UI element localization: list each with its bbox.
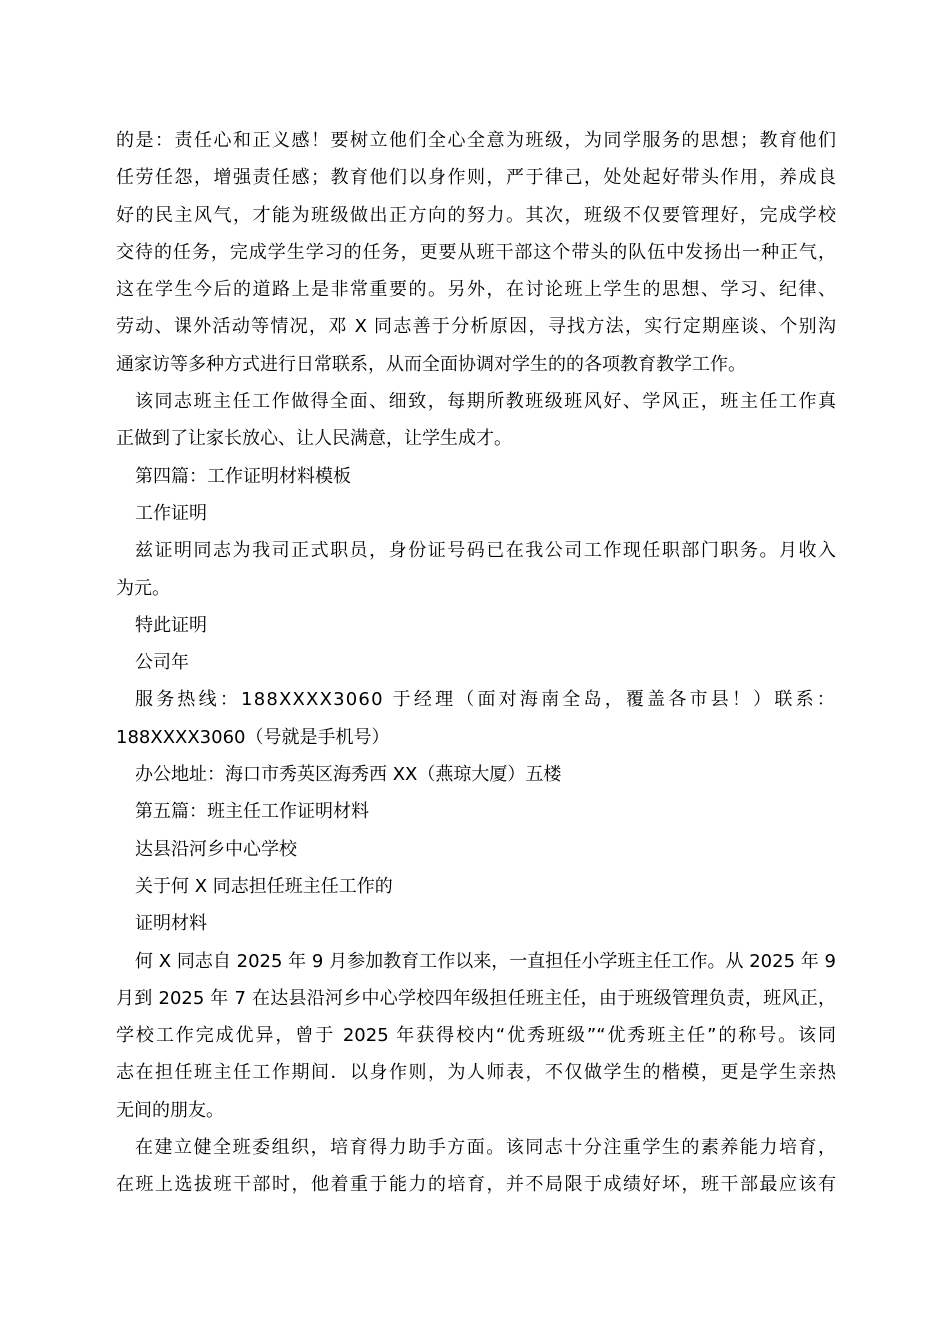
section-heading: 第五篇：班主任工作证明材料: [135, 801, 369, 823]
text-line: 这在学生今后的道路上是非常重要的。另外，在讨论班上学生的思想、学习、纪律、: [116, 279, 836, 301]
text-line: 任劳任怨，增强责任感；教育他们以身作则，严于律己，处处起好带头作用，养成良: [116, 167, 836, 189]
text-line: 劳动、课外活动等情况，邓 X 同志善于分析原因，寻找方法，实行定期座谈、个别沟: [116, 316, 836, 338]
document-subtitle: 关于何 X 同志担任班主任工作的: [135, 875, 393, 897]
text-line: 的是：责任心和正义感！要树立他们全心全意为班级，为同学服务的思想；教育他们: [116, 130, 836, 151]
paragraph-start-line: 兹证明同志为我司正式职员，身份证号码已在我公司工作现任职部门职务。月收入: [135, 540, 836, 562]
paragraph-start-line: 该同志班主任工作做得全面、细致，每期所教班级班风好、学风正，班主任工作真: [135, 391, 836, 413]
contact-text: 188XXXX3060（号就是手机号）: [116, 726, 390, 748]
text-line: 无间的朋友。: [116, 1099, 224, 1121]
closing-text: 特此证明: [135, 614, 207, 636]
paragraph-start-line: 在建立健全班委组织，培育得力助手方面。该同志十分注重学生的素养能力培育，: [135, 1137, 836, 1159]
text-line: 交待的任务，完成学生学习的任务，更要从班干部这个带头的队伍中发扬出一种正气，: [116, 241, 836, 263]
document-body: [116, 122, 836, 1204]
paragraph-start-line: 何 X 同志自 2025 年 9 月参加教育工作以来，一直担任小学班主任工作。从 2025 年 9: [135, 950, 836, 972]
text-line: 好的民主风气，才能为班级做出正方向的努力。其次，班级不仅要管理好，完成学校: [116, 204, 836, 226]
school-name: 达县沿河乡中心学校: [135, 838, 297, 860]
text-line: 学校工作完成优异，曾于 2025 年获得校内“优秀班级”“优秀班主任”的称号。该同: [116, 1025, 836, 1047]
text-line: 通家访等多种方式进行日常联系，从而全面协调对学生的的各项教育教学工作。: [116, 353, 746, 375]
text-line: 在班上选拔班干部时，他着重于能力的培育，并不局限于成绩好坏，班干部最应该有: [116, 1174, 836, 1196]
hotline-text: 服务热线：188XXXX3060 于经理（面对海南全岛，覆盖各市县！）联系：: [135, 689, 836, 711]
address-text: 办公地址：海口市秀英区海秀西 XX（燕琼大厦）五楼: [135, 764, 562, 786]
document-title: 证明材料: [135, 913, 207, 935]
text-line: 志在担任班主任工作期间．以身作则，为人师表，不仅做学生的楷模，更是学生亲热: [116, 1062, 836, 1084]
signature-line: 公司年: [135, 652, 189, 674]
section-heading: 第四篇：工作证明材料模板: [135, 465, 351, 487]
text-line: 为元。: [116, 577, 170, 599]
text-line: 正做到了让家长放心、让人民满意，让学生成才。: [116, 428, 512, 450]
certificate-title: 工作证明: [135, 502, 207, 524]
text-line: 月到 2025 年 7 在达县沿河乡中心学校四年级担任班主任，由于班级管理负责，班风正，: [116, 987, 836, 1009]
